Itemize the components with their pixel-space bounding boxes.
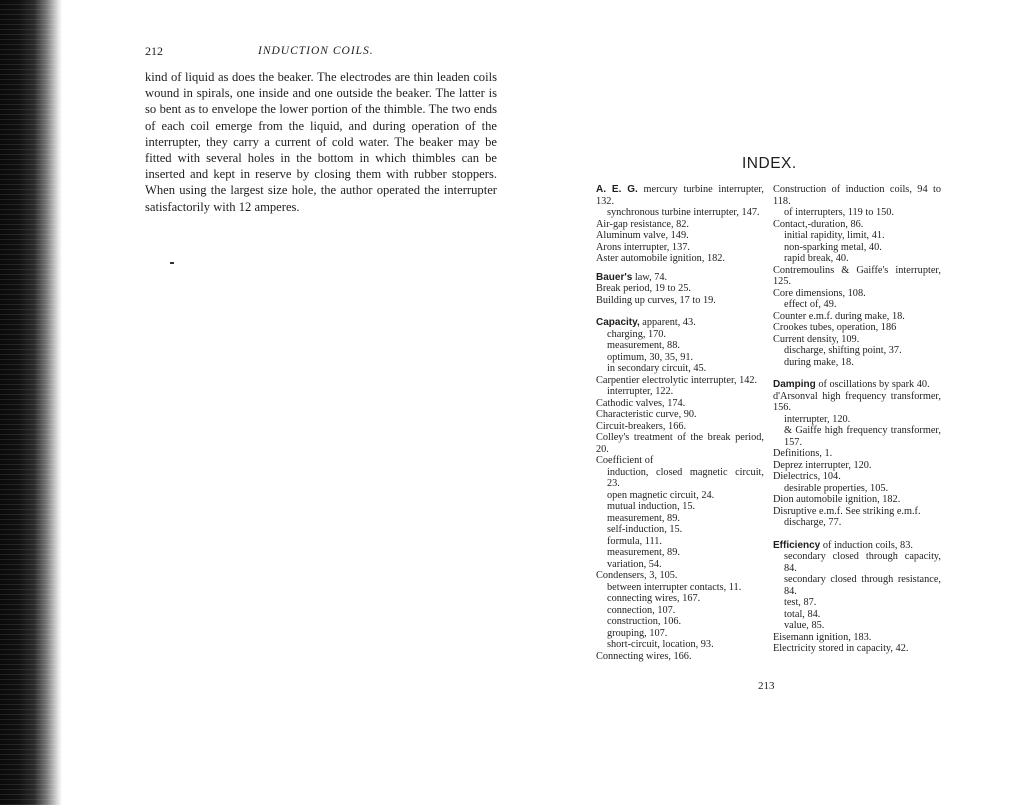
index-entry: optimum, 30, 35, 91. — [607, 351, 694, 363]
index-entry: secondary closed through resistance, 84. — [784, 574, 941, 597]
index-entry: Contact,-duration, 86. — [773, 218, 864, 230]
index-entry: Aster automobile ignition, 182. — [596, 253, 725, 264]
page-number-right: 213 — [758, 680, 775, 692]
index-entry: A. E. G. mercury turbine interrupter, 132. — [596, 184, 764, 207]
index-entry: Disruptive e.m.f. See striking e.m.f. — [773, 505, 921, 517]
index-column-left — [596, 184, 764, 662]
index-entry: induction, closed magnetic circuit, 23. — [607, 466, 764, 489]
index-entry: charging, 170. — [607, 328, 667, 340]
index-entry: Condensers, 3, 105. — [596, 570, 678, 581]
running-head: INDUCTION COILS. — [258, 45, 374, 57]
index-entry: Electricity stored in capacity, 42. — [773, 643, 909, 654]
index-entry: total, 84. — [784, 608, 821, 620]
index-entry: short-circuit, location, 93. — [607, 639, 714, 650]
index-entry: rapid break, 40. — [784, 253, 849, 264]
index-entry: interrupter, 120. — [784, 413, 851, 425]
index-entry: desirable properties, 105. — [784, 482, 889, 494]
index-entry: Bauer's law, 74. — [596, 271, 668, 283]
index-entry: measurement, 89. — [607, 547, 680, 558]
index-entry: Building up curves, 17 to 19. — [596, 294, 716, 306]
index-entry: Connecting wires, 166. — [596, 650, 692, 662]
index-entry: Capacity, apparent, 43. — [596, 317, 696, 328]
index-entry: in secondary circuit, 45. — [607, 363, 707, 374]
index-entry: Cathodic valves, 174. — [596, 397, 686, 409]
index-entry: Deprez interrupter, 120. — [773, 459, 872, 471]
index-entry: Dion automobile ignition, 182. — [773, 494, 901, 505]
index-entry: Dielectrics, 104. — [773, 471, 841, 482]
page-number-left: 212 — [145, 44, 163, 58]
body-paragraph: kind of liquid as does the beaker. The electrodes are thin leaden coils wound in spirals, one inside and one outside the beaker. The latter is so bent as to envelope the lower portion of the thimble. The two ends of each coil emerge from the liquid, and during operation of the interrupter, they carry a current of cold water. The beaker may be fitted with several holes in the bottom in which thimbles can be inserted and kept in reserve by closing them with rubber stoppers. When using the largest size hole, the author operated the interrupter satisfactorily with 12 amperes. — [145, 70, 497, 214]
index-entry: between interrupter contacts, 11. — [607, 581, 742, 593]
index-entry: mutual induction, 15. — [607, 501, 696, 512]
index-column-right — [773, 184, 941, 655]
index-entry: Circuit-breakers, 166. — [596, 420, 687, 432]
index-entry: initial rapidity, limit, 41. — [784, 230, 885, 241]
index-entry: Characteristic curve, 90. — [596, 409, 697, 420]
index-entry: value, 85. — [784, 620, 825, 631]
index-entry: synchronous turbine interrupter, 147. — [607, 207, 760, 218]
index-entry: non-sparking metal, 40. — [784, 241, 882, 253]
index-entry: interrupter, 122. — [607, 386, 674, 397]
index-entry: Carpentier electrolytic interrupter, 142. — [596, 374, 758, 386]
index-entry: grouping, 107. — [607, 627, 668, 639]
index-entry: Colley's treatment of the break period, 20. — [596, 432, 764, 455]
index-entry: Break period, 19 to 25. — [596, 283, 691, 294]
index-entry: open magnetic circuit, 24. — [607, 489, 715, 501]
index-entry: Contremoulins & Gaiffe's interrupter, 125. — [773, 264, 941, 287]
stray-mark — [170, 262, 174, 264]
index-entry: construction, 106. — [607, 616, 682, 627]
index-entry: Air-gap resistance, 82. — [596, 218, 690, 230]
scan-noise — [0, 0, 62, 805]
index-entry: discharge, shifting point, 37. — [784, 345, 902, 356]
index-entry: effect of, 49. — [784, 299, 837, 310]
index-entry: Damping of oscillations by spark 40. — [773, 379, 930, 390]
index-entry: during make, 18. — [784, 356, 854, 368]
index-entry: measurement, 88. — [607, 340, 680, 351]
index-entry: Counter e.m.f. during make, 18. — [773, 310, 905, 322]
index-entry: Coefficient of — [596, 455, 654, 466]
index-entry: test, 87. — [784, 597, 817, 608]
index-entry: measurement, 89. — [607, 512, 680, 524]
index-entry: connection, 107. — [607, 604, 676, 616]
index-entry: discharge, 77. — [784, 517, 842, 528]
index-entry: Arons interrupter, 137. — [596, 241, 690, 253]
index-entry: Construction of induction coils, 94 to 118. — [773, 184, 941, 207]
index-entry: self-induction, 15. — [607, 524, 683, 535]
index-entry: Eisemann ignition, 183. — [773, 631, 872, 643]
left-page-body — [145, 69, 497, 215]
index-entry: connecting wires, 167. — [607, 593, 701, 604]
index-entry: Efficiency of induction coils, 83. — [773, 539, 913, 551]
index-entry: secondary closed through capacity, 84. — [784, 551, 941, 574]
index-entry: formula, 111. — [607, 535, 662, 547]
index-entry: Core dimensions, 108. — [773, 287, 866, 299]
index-entry: d'Arsonval high frequency transformer, 156. — [773, 390, 941, 413]
index-entry: variation, 54. — [607, 558, 662, 570]
index-entry: Definitions, 1. — [773, 448, 833, 459]
index-entry: Aluminum valve, 149. — [596, 230, 689, 241]
index-entry: of interrupters, 119 to 150. — [784, 207, 895, 218]
index-entry: & Gaiffe high frequency transformer, 157. — [784, 425, 941, 448]
index-title: INDEX. — [742, 155, 797, 172]
index-entry: Current density, 109. — [773, 333, 860, 345]
index-entry: Crookes tubes, operation, 186 — [773, 322, 897, 333]
